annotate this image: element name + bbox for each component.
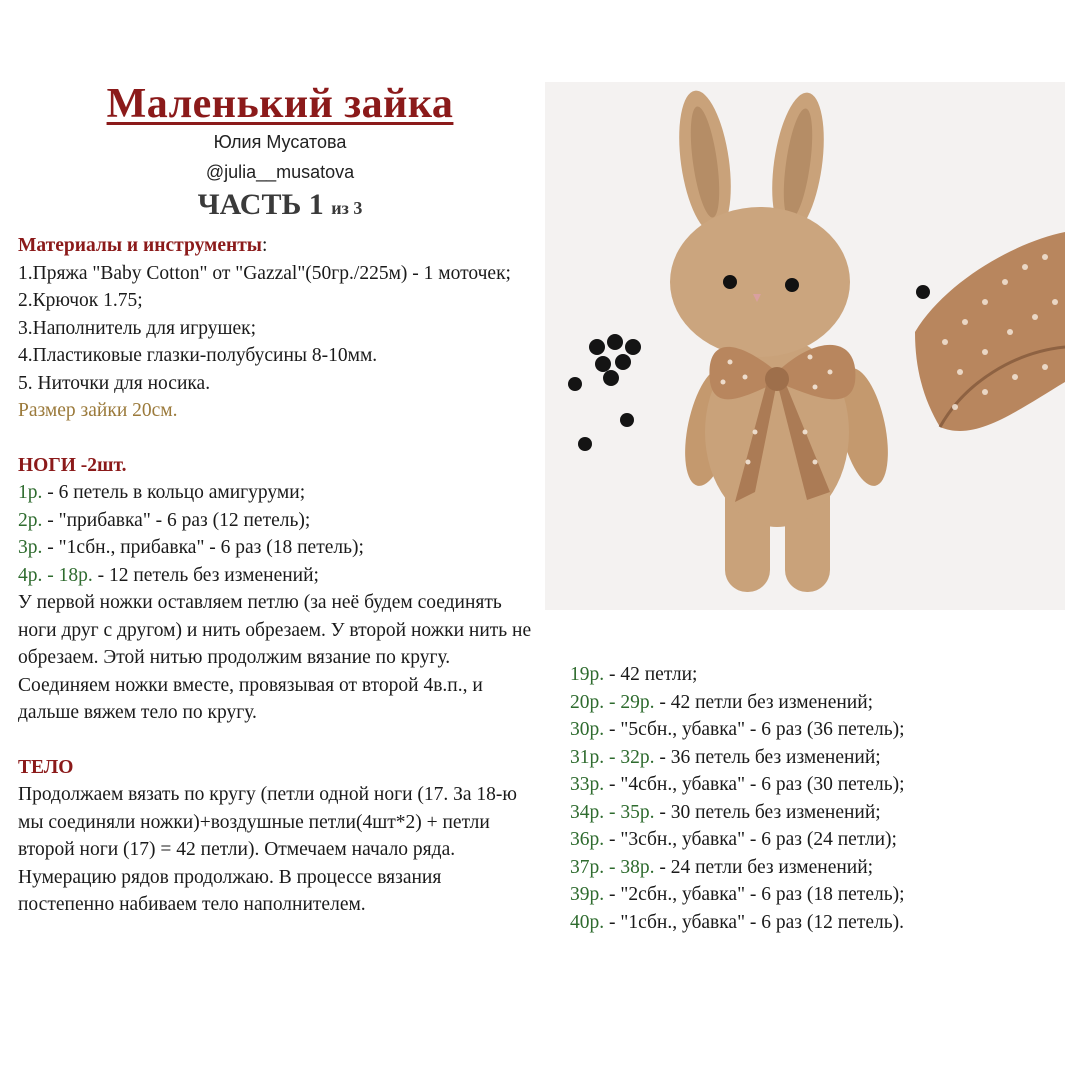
row-label: 39р.: [570, 884, 605, 905]
row-text: - 42 петли;: [604, 664, 698, 685]
materials-heading: Материалы и инструменты: [18, 235, 263, 256]
legs-row: [18, 562, 540, 590]
row-label: 36р.: [570, 829, 605, 850]
row-text: - "1сбн., прибавка" - 6 раз (18 петель);: [42, 537, 364, 558]
row-text: - "2сбн., убавка" - 6 раз (18 петель);: [604, 884, 905, 905]
row-text: - 42 петли без изменений;: [654, 691, 874, 713]
row-label: 1р.: [18, 482, 43, 503]
author-name: Юлия Мусатова: [213, 132, 347, 152]
row-label: 33р.: [570, 774, 605, 795]
row-label: 31р. - 32р.: [570, 746, 655, 768]
row-label: 20р. - 29р.: [570, 691, 655, 713]
legs-row: [18, 534, 540, 562]
row-label: 2р.: [18, 509, 43, 531]
row-text: - "прибавка" - 6 раз (12 петель);: [42, 509, 311, 531]
body-heading: ТЕЛО: [18, 756, 74, 778]
left-column: [18, 232, 540, 919]
row-label: 3р.: [18, 537, 43, 558]
materials-item: 5. Ниточки для носика.: [18, 372, 211, 394]
page-title: Маленький зайка: [106, 81, 454, 127]
materials-item: 2.Крючок 1.75;: [18, 290, 143, 311]
materials-item: 4.Пластиковые глазки-полубусины 8-10мм.: [18, 345, 378, 366]
ribbon-roll: [915, 232, 1065, 431]
row-label: 40р.: [570, 911, 605, 933]
body-row: [570, 881, 1070, 909]
row-text: - "5сбн., убавка" - 6 раз (36 петель);: [604, 719, 905, 740]
materials-colon: :: [262, 235, 268, 256]
row-label: 4р. - 18р.: [18, 564, 93, 586]
materials-heading-line: [18, 232, 540, 260]
body-row: [570, 909, 1070, 937]
part-main: ЧАСТЬ 1: [197, 188, 324, 221]
part-indicator: [100, 188, 460, 222]
row-text: - "4сбн., убавка" - 6 раз (30 петель);: [604, 774, 905, 795]
row-text: - 36 петель без изменений;: [654, 746, 881, 768]
legs-note: У первой ножки оставляем петлю (за неё будем соединять ноги друг с другом) и нить обрезаем. У второй ножки нить не обрезаем. Этой нитью продолжим вязание по кругу. Соединяем ножки вместе, провязывая от второй 4в.п., и дальше вяжем тело по кругу.: [18, 592, 532, 723]
row-text: - "1сбн., убавка" - 6 раз (12 петель).: [604, 911, 905, 933]
size-note: Размер зайки 20см.: [18, 400, 178, 421]
materials-item: 1.Пряжа "Baby Cotton" от "Gazzal"(50гр./225м) - 1 моточек;: [18, 262, 511, 284]
body-row: [570, 744, 1070, 772]
row-label: 19р.: [570, 664, 605, 685]
materials-item: 3.Наполнитель для игрушек;: [18, 317, 257, 339]
body-row: [570, 689, 1070, 717]
row-text: - 6 петель в кольцо амигуруми;: [42, 482, 306, 503]
body-text: Продолжаем вязать по кругу (петли одной ноги (17. За 18-ю мы соединяли ножки)+воздушные петли(4шт*2) + петли второй ноги (17) = 42 петли). Отмечаем начало ряда. Нумерацию рядов продолжаю. В процессе вязания постепенно набиваем тело наполнителем.: [18, 784, 517, 915]
legs-heading: НОГИ -2шт.: [18, 454, 127, 476]
part-of: из 3: [331, 198, 363, 218]
body-row: [570, 716, 1070, 744]
right-column: [570, 661, 1070, 936]
row-text: - "3сбн., убавка" - 6 раз (24 петли);: [604, 829, 897, 850]
row-text: - 30 петель без изменений;: [654, 801, 881, 823]
body-row: [570, 854, 1070, 882]
row-label: 30р.: [570, 719, 605, 740]
bunny-photo: [545, 82, 1065, 610]
body-row: [570, 771, 1070, 799]
body-row: [570, 799, 1070, 827]
legs-row: [18, 479, 540, 507]
row-text: - 24 петли без изменений;: [654, 856, 874, 878]
author-handle: @julia__musatova: [205, 162, 355, 182]
legs-row: [18, 507, 540, 535]
row-text: - 12 петель без изменений;: [92, 564, 319, 586]
row-label: 37р. - 38р.: [570, 856, 655, 878]
body-row: [570, 826, 1070, 854]
bunny-illustration: [545, 82, 1065, 610]
body-row: [570, 661, 1070, 689]
row-label: 34р. - 35р.: [570, 801, 655, 823]
